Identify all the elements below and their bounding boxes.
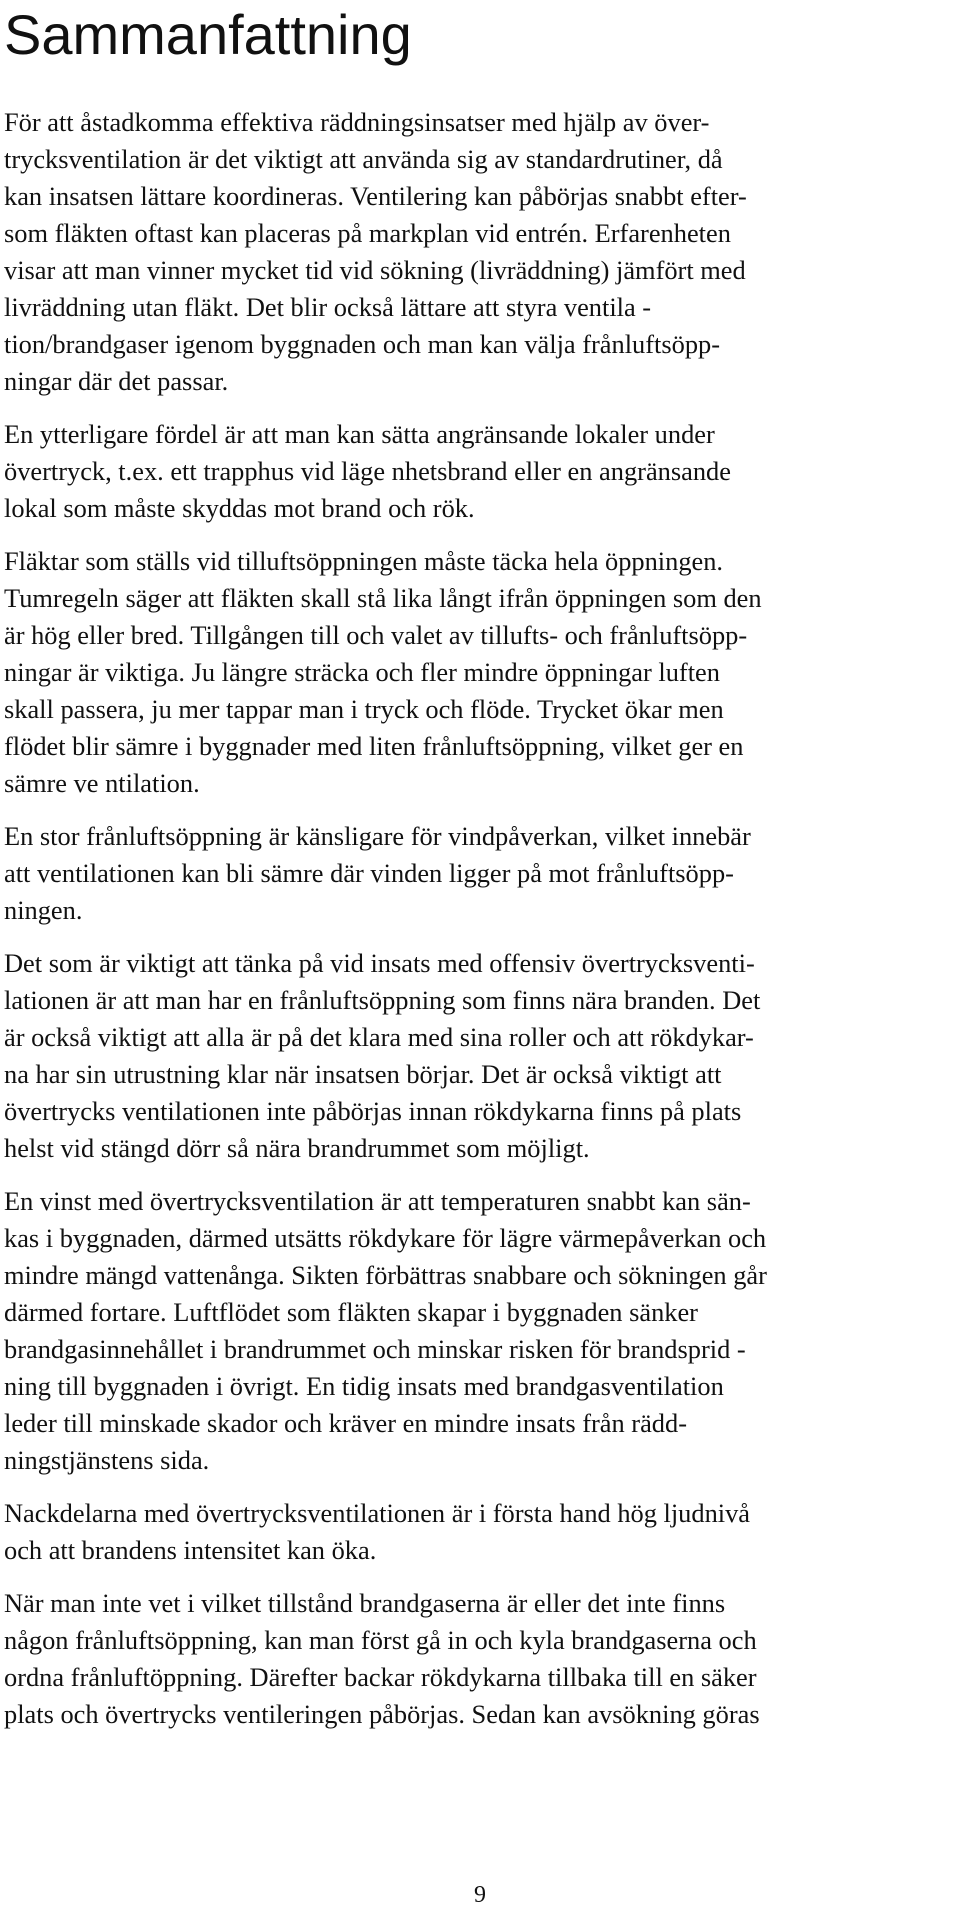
text-line: leder till minskade skador och kräver en mindre insats från rädd-	[4, 1408, 687, 1438]
paragraph	[4, 945, 954, 1167]
text-line: För att åstadkomma effektiva räddningsinsatser med hjälp av över-	[4, 107, 710, 137]
text-line: trycksventilation är det viktigt att använda sig av standardrutiner, då	[4, 144, 723, 174]
text-line: ningar är viktiga. Ju längre sträcka och fler mindre öppningar luften	[4, 657, 720, 687]
text-line: brandgasinnehållet i brandrummet och minskar risken för brandsprid -	[4, 1334, 746, 1364]
text-line: lokal som måste skyddas mot brand och rök.	[4, 493, 475, 523]
text-line: övertryck, t.ex. ett trapphus vid läge nhetsbrand eller en angränsande	[4, 456, 731, 486]
text-line: är hög eller bred. Tillgången till och valet av tillufts- och frånluftsöpp-	[4, 620, 748, 650]
paragraph	[4, 1495, 954, 1569]
paragraph	[4, 104, 954, 400]
body-text	[4, 104, 954, 1749]
text-line: som fläkten oftast kan placeras på markplan vid entrén. Erfarenheten	[4, 218, 731, 248]
text-line: sämre ve ntilation.	[4, 768, 200, 798]
text-line: Tumregeln säger att fläkten skall stå lika långt ifrån öppningen som den	[4, 583, 762, 613]
paragraph	[4, 1585, 954, 1733]
text-line: En ytterligare fördel är att man kan sätta angränsande lokaler under	[4, 419, 715, 449]
text-line: kan insatsen lättare koordineras. Ventilering kan påbörjas snabbt efter-	[4, 181, 747, 211]
text-line: plats och övertrycks ventileringen påbörjas. Sedan kan avsökning göras	[4, 1699, 760, 1729]
page-number: 9	[474, 1882, 486, 1908]
text-line: Fläktar som ställs vid tilluftsöppningen måste täcka hela öppningen.	[4, 546, 724, 576]
text-line: flödet blir sämre i byggnader med liten frånluftsöppning, vilket ger en	[4, 731, 744, 761]
text-line: skall passera, ju mer tappar man i tryck och flöde. Trycket ökar men	[4, 694, 724, 724]
text-line: är också viktigt att alla är på det klara med sina roller och att rökdykar-	[4, 1022, 754, 1052]
text-line: lationen är att man har en frånluftsöppning som finns nära branden. Det	[4, 985, 761, 1015]
text-line: visar att man vinner mycket tid vid sökning (livräddning) jämfört med	[4, 255, 746, 285]
paragraph	[4, 818, 954, 929]
text-line: ningar där det passar.	[4, 366, 229, 396]
paragraph	[4, 1183, 954, 1479]
paragraph	[4, 416, 954, 527]
text-line: helst vid stängd dörr så nära brandrummet som möjligt.	[4, 1133, 590, 1163]
text-line: na har sin utrustning klar när insatsen börjar. Det är också viktigt att	[4, 1059, 722, 1089]
text-line: någon frånluftsöppning, kan man först gå in och kyla brandgaserna och	[4, 1625, 757, 1655]
text-line: att ventilationen kan bli sämre där vinden ligger på mot frånluftsöpp-	[4, 858, 734, 888]
text-line: Nackdelarna med övertrycksventilationen är i första hand hög ljudnivå	[4, 1498, 751, 1528]
text-line: ningstjänstens sida.	[4, 1445, 210, 1475]
text-line: ordna frånluftöppning. Därefter backar rökdykarna tillbaka till en säker	[4, 1662, 757, 1692]
text-line: Det som är viktigt att tänka på vid insats med offensiv övertrycksventi-	[4, 948, 755, 978]
text-line: livräddning utan fläkt. Det blir också lättare att styra ventila -	[4, 292, 652, 322]
text-line: En stor frånluftsöppning är känsligare för vindpåverkan, vilket innebär	[4, 821, 751, 851]
text-line: ningen.	[4, 895, 83, 925]
text-line: ning till byggnaden i övrigt. En tidig insats med brandgasventilation	[4, 1371, 724, 1401]
text-line: När man inte vet i vilket tillstånd brandgaserna är eller det inte finns	[4, 1588, 726, 1618]
text-line: och att brandens intensitet kan öka.	[4, 1535, 377, 1565]
text-line: mindre mängd vattenånga. Sikten förbättras snabbare och sökningen går	[4, 1260, 767, 1290]
paragraph	[4, 543, 954, 802]
text-line: En vinst med övertrycksventilation är att temperaturen snabbt kan sän-	[4, 1186, 751, 1216]
text-line: övertrycks ventilationen inte påbörjas innan rökdykarna finns på plats	[4, 1096, 742, 1126]
text-line: därmed fortare. Luftflödet som fläkten skapar i byggnaden sänker	[4, 1297, 698, 1327]
text-line: kas i byggnaden, därmed utsätts rökdykare för lägre värmepåverkan och	[4, 1223, 767, 1253]
text-line: tion/brandgaser igenom byggnaden och man kan välja frånluftsöpp-	[4, 329, 721, 359]
page-title: Sammanfattning	[4, 3, 412, 66]
